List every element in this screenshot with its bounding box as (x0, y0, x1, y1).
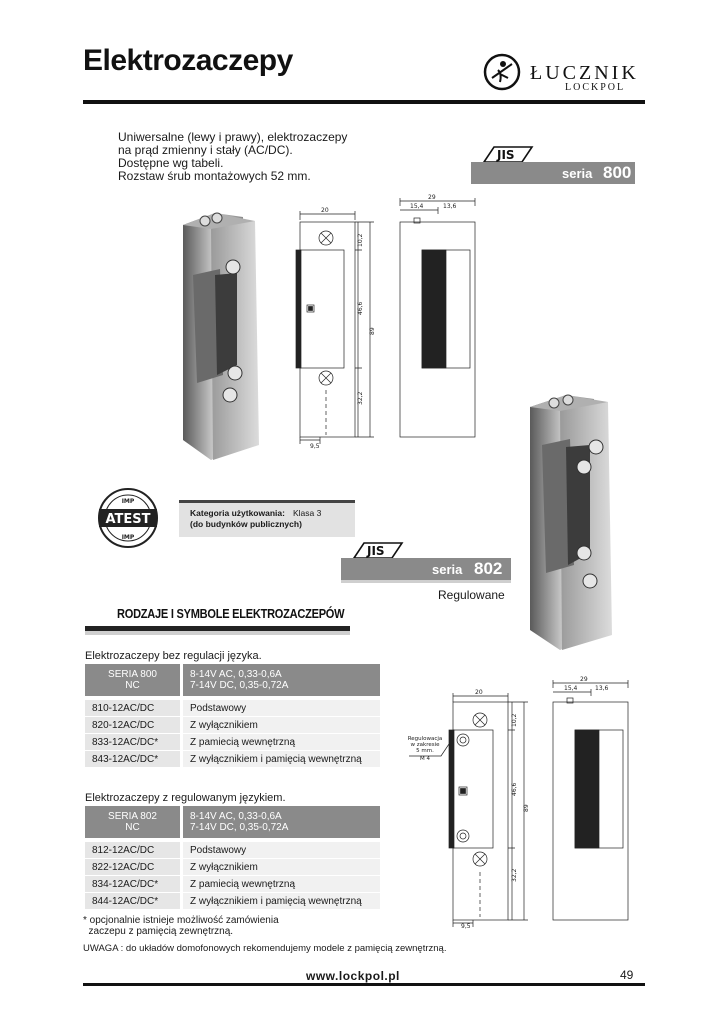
svg-text:32,2: 32,2 (357, 391, 364, 405)
svg-text:IMP: IMP (121, 498, 135, 505)
svg-text:20: 20 (475, 689, 483, 696)
table-row (85, 876, 380, 893)
table-row (85, 717, 380, 734)
series-802-underbar (341, 580, 511, 583)
series-800-bar (471, 162, 635, 184)
model-description: Z wyłącznikiem i pamięcią wewnętrzną (182, 751, 381, 768)
table-row (85, 840, 380, 859)
table-header-row (85, 806, 380, 840)
svg-text:Regulowacja: Regulowacja (407, 736, 443, 742)
intro-line: Rozstaw śrub montażowych 52 mm. (118, 169, 311, 183)
table-series-800 (85, 664, 380, 768)
model-description: Z wyłącznikiem (182, 859, 381, 876)
archer-logo-icon (482, 52, 522, 92)
table-series-802 (85, 806, 380, 910)
logo-wordmark: ŁUCZNIK (530, 62, 639, 84)
page-number: 49 (620, 968, 634, 982)
svg-text:5 mm.: 5 mm. (416, 748, 434, 754)
atest-stamp-icon (97, 487, 159, 549)
model-code: 810-12AC/DC (85, 698, 182, 717)
series-label: seria (562, 166, 593, 181)
svg-text:15,4: 15,4 (564, 685, 578, 692)
footer-url[interactable]: www.lockpol.pl (306, 969, 400, 983)
intro-line: Uniwersalne (lewy i prawy), elektrozaczepy (118, 130, 348, 144)
product-photo-802 (522, 385, 627, 655)
svg-text:9,5: 9,5 (310, 443, 320, 450)
footnote-line: zaczepu z pamięcią zewnętrzną. (83, 926, 234, 937)
svg-text:10,2: 10,2 (357, 233, 364, 247)
series-802-subtitle: Regulowane (438, 588, 505, 602)
footer-rule (83, 983, 645, 986)
svg-text:20: 20 (321, 207, 329, 214)
svg-text:29: 29 (580, 676, 588, 683)
table-header-row (85, 664, 380, 698)
series-802-bar (341, 558, 511, 580)
svg-text:ATEST: ATEST (105, 512, 151, 527)
table-row (85, 751, 380, 768)
series-number: 800 (603, 163, 632, 182)
model-code: 843-12AC/DC* (85, 751, 182, 768)
svg-text:JIS: JIS (497, 148, 515, 162)
model-code: 834-12AC/DC* (85, 876, 182, 893)
logo-subtitle: LOCKPOL (565, 82, 626, 93)
header-series: SERIA 802 NC (85, 806, 182, 840)
header-specs: 8-14V AC, 0,33-0,6A 7-14V DC, 0,35-0,72A (182, 806, 381, 840)
svg-text:15,4: 15,4 (410, 203, 424, 210)
table-row (85, 698, 380, 717)
footnote (83, 915, 279, 937)
table1-caption: Elektrozaczepy bez regulacji języka. (85, 650, 262, 662)
header-rule (83, 100, 645, 104)
svg-text:13,6: 13,6 (595, 685, 609, 692)
footnote-line: * opcjonalnie istnieje możliwość zamówienia (83, 915, 279, 926)
model-description: Z wyłącznikiem (182, 717, 381, 734)
model-description: Podstawowy (182, 840, 381, 859)
svg-text:10,2: 10,2 (511, 713, 518, 727)
svg-text:46,6: 46,6 (357, 301, 364, 315)
svg-text:IMP: IMP (121, 534, 135, 541)
technical-drawing-800 (290, 190, 480, 455)
model-code: 820-12AC/DC (85, 717, 182, 734)
model-code: 822-12AC/DC (85, 859, 182, 876)
section-rule-shadow (85, 631, 350, 635)
page-title: Elektrozaczepy (83, 44, 293, 77)
svg-text:JIS: JIS (367, 544, 385, 558)
model-code: 812-12AC/DC (85, 840, 182, 859)
section-heading: RODZAJE I SYMBOLE ELEKTROZACZEPÓW (117, 606, 345, 621)
header-specs: 8-14V AC, 0,33-0,6A 7-14V DC, 0,35-0,72A (182, 664, 381, 698)
header-series: SERIA 800 NC (85, 664, 182, 698)
svg-text:46,6: 46,6 (511, 782, 518, 796)
model-description: Podstawowy (182, 698, 381, 717)
svg-text:32,2: 32,2 (511, 868, 518, 882)
table-row (85, 734, 380, 751)
svg-text:89: 89 (523, 804, 530, 812)
series-label: seria (432, 562, 463, 577)
svg-text:9,5: 9,5 (461, 923, 471, 930)
model-description: Z pamiecią wewnętrzną (182, 876, 381, 893)
product-photo-800 (175, 205, 275, 465)
svg-text:29: 29 (428, 194, 436, 201)
category-value: Klasa 3 (293, 508, 322, 518)
category-label: Kategoria użytkowania: (190, 508, 285, 518)
warning-note: UWAGA : do układów domofonowych rekomendujemy modele z pamięcią zewnętrzną. (83, 943, 447, 954)
svg-text:M 4: M 4 (420, 756, 430, 762)
category-note: (do budynków publicznych) (190, 519, 302, 529)
model-description: Z wyłącznikiem i pamięcią wewnętrzną (182, 893, 381, 910)
table2-caption: Elektrozaczepy z regulowanym językiem. (85, 792, 286, 804)
intro-text (118, 131, 347, 183)
usage-category-box (179, 500, 355, 537)
table-row (85, 893, 380, 910)
series-number: 802 (474, 559, 503, 578)
model-description: Z pamiecią wewnętrzną (182, 734, 381, 751)
svg-text:13,6: 13,6 (443, 203, 457, 210)
model-code: 833-12AC/DC* (85, 734, 182, 751)
intro-line: na prąd zmienny i stały (AC/DC). (118, 143, 293, 157)
model-code: 844-12AC/DC* (85, 893, 182, 910)
svg-text:w zakresie: w zakresie (410, 742, 440, 748)
svg-text:89: 89 (369, 327, 376, 335)
intro-line: Dostępne wg tabeli. (118, 156, 224, 170)
technical-drawing-802 (405, 672, 645, 934)
table-row (85, 859, 380, 876)
